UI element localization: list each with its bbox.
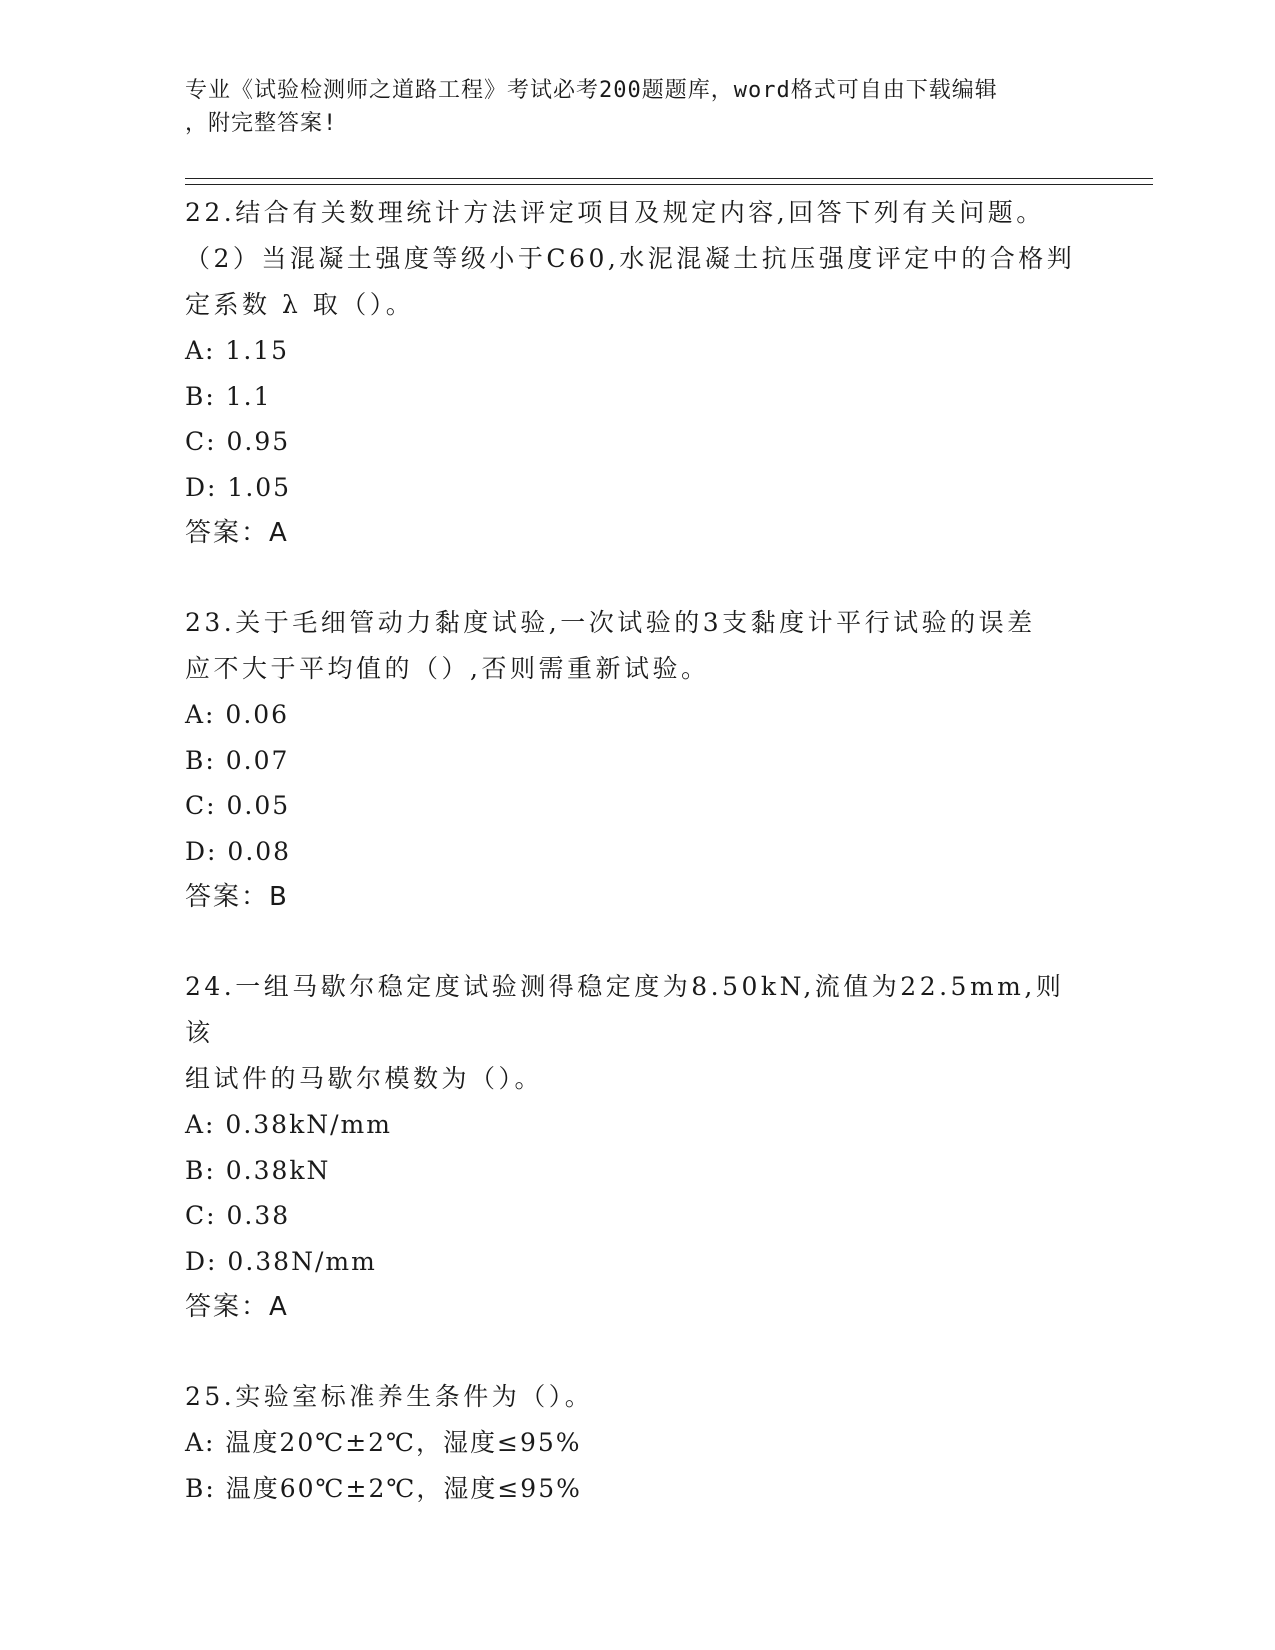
question-25 [185,1374,1085,1511]
question-text-line: 22.结合有关数理统计方法评定项目及规定内容,回答下列有关问题。 [185,198,1045,227]
option-a: A: 温度20℃±2℃，湿度≤95% [185,1428,582,1457]
option-b: B: 温度60℃±2℃，湿度≤95% [185,1473,582,1503]
question-22 [185,190,1085,556]
question-text-line: 定系数 λ 取（）。 [185,290,415,319]
question-text-line: 24.一组马歇尔稳定度试验测得稳定度为8.50kN,流值为22.5mm,则该 [185,972,1065,1047]
question-gap [185,1330,1085,1374]
option-b: B: 1.1 [185,381,272,411]
option-b: B: 0.38kN [185,1155,331,1185]
question-24 [185,964,1085,1330]
header-rule-top [185,178,1153,179]
header-rule-bottom [185,184,1153,185]
option-d: D: 1.05 [185,472,292,502]
header-line-2: ，附完整答案! [185,111,338,136]
option-a: A: 0.06 [185,700,290,729]
document-header [185,74,1065,140]
question-list [185,190,1085,1511]
answer-label: 答案：A [185,518,289,548]
question-gap [185,920,1085,964]
option-c: C: 0.05 [185,791,291,820]
option-d: D: 0.08 [185,836,292,866]
answer-label: 答案：A [185,1292,289,1322]
answer-label: 答案：B [185,882,289,912]
question-text-line: 组试件的马歇尔模数为（）。 [185,1064,544,1093]
option-a: A: 0.38kN/mm [185,1110,392,1139]
option-c: C: 0.95 [185,427,291,456]
question-text-line: 应不大于平均值的（）,否则需重新试验。 [185,654,710,683]
header-line-1: 专业《试验检测师之道路工程》考试必考200题题库，word格式可自由下载编辑 [185,78,998,103]
option-b: B: 0.07 [185,745,290,775]
question-23 [185,600,1085,920]
option-c: C: 0.38 [185,1201,291,1230]
option-a: A: 1.15 [185,336,290,365]
option-d: D: 0.38N/mm [185,1246,377,1276]
question-text-line: 23.关于毛细管动力黏度试验,一次试验的3支黏度计平行试验的误差 [185,608,1036,637]
question-text-line: （2）当混凝土强度等级小于C60,水泥混凝土抗压强度评定中的合格判 [185,244,1076,273]
question-gap [185,556,1085,600]
question-text-line: 25.实验室标准养生条件为（）。 [185,1382,594,1411]
